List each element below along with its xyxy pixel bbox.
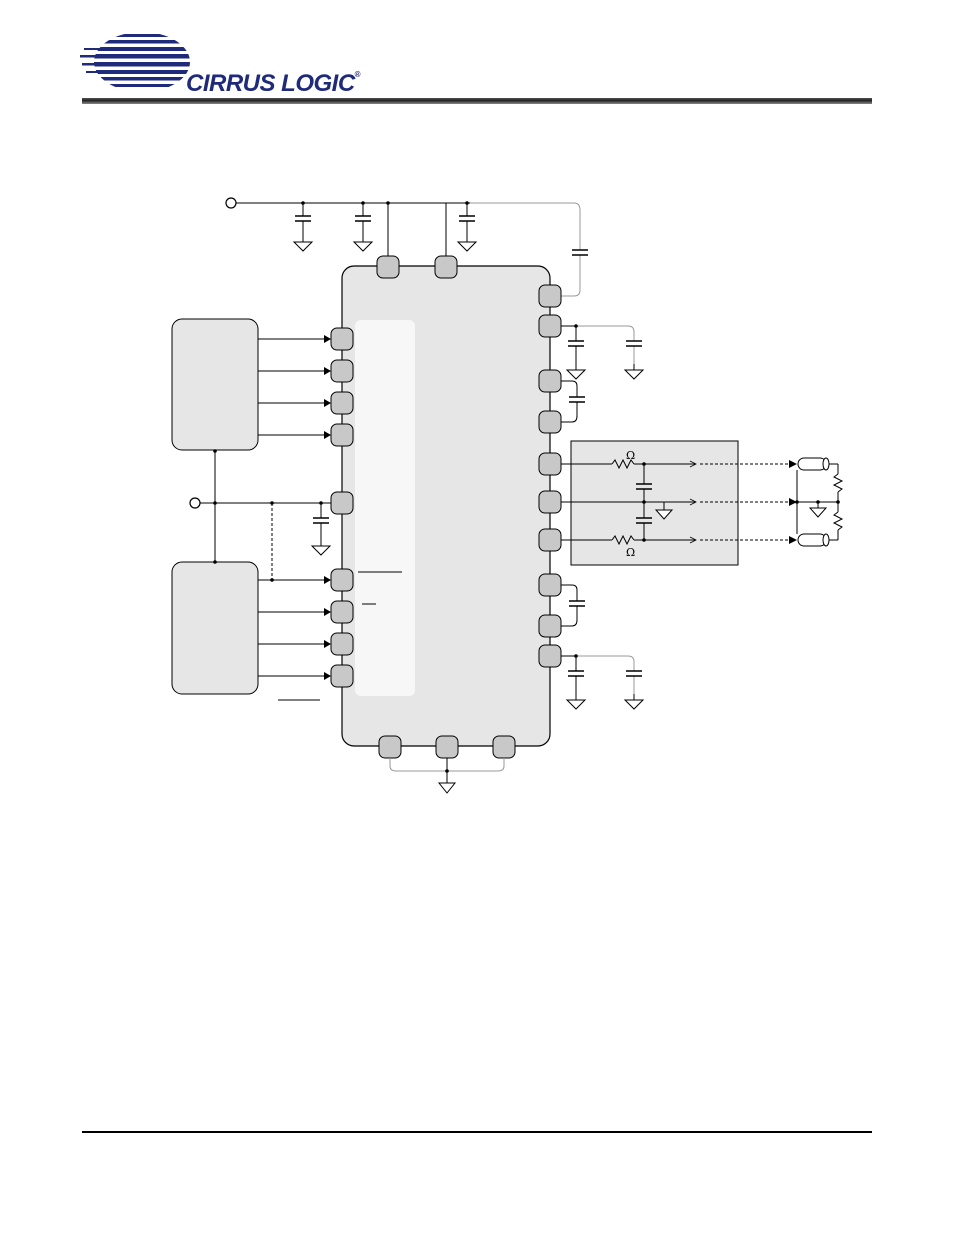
decoupling-capacitor [459,216,475,221]
junction-dot [213,501,217,505]
ground-icon [625,694,643,709]
logo-text: CIRRUS LOGIC [186,70,355,97]
junction-dot [301,201,305,205]
junction-dot [816,500,820,504]
chip-pin [331,424,353,446]
chip-pin [539,574,561,596]
arrowheads [324,335,331,439]
chip-pin [436,736,458,758]
registered-mark: ® [354,70,361,79]
ground-icon [439,783,455,793]
junction-dot [319,501,323,505]
chip-pin [331,601,353,623]
chip-pin [331,665,353,687]
junction-dot [213,449,217,453]
chip-pin [539,285,561,307]
chip-pin [331,328,353,350]
junction-dot [836,500,840,504]
chip-pin [379,736,401,758]
decoupling-capacitor [355,216,371,221]
junction-dot [795,500,799,504]
ground-icon [567,364,585,379]
filt-capacitor [572,250,588,255]
serial-audio-wires [258,339,324,435]
reference-capacitor [568,671,584,676]
junction-dot [642,500,646,504]
decoupling-capacitor [313,518,329,523]
chip-pin [539,453,561,475]
chip-pin [331,569,353,591]
chip-pin [539,315,561,337]
junction-dot [386,201,390,205]
chip-pin [331,492,353,514]
chip-pin [539,491,561,513]
junction-dot [213,560,217,564]
chip-pin [493,736,515,758]
junction-dot [642,538,646,542]
junction-dot [642,462,646,466]
junction-dot [270,578,274,582]
junction-dot [574,324,578,328]
chip-pin [539,370,561,392]
ground-icon [294,236,312,251]
chip-pin [539,645,561,667]
reference-capacitor [568,341,584,346]
chip-pin [331,633,353,655]
supply-terminal [226,198,236,208]
reference-analog-wire [576,326,634,364]
chip-pin [331,392,353,414]
junction-dot [465,201,469,205]
ground-icon [625,364,643,379]
chip-pin [331,360,353,382]
ground-icon [354,236,372,251]
chip-pin [377,256,399,278]
control-port-controller-block [172,562,258,694]
ground-icon [567,694,585,709]
reference-capacitor [626,671,642,676]
resistor-unit-label: Ω [626,449,636,462]
ground-icon [312,540,330,555]
ground-icon [810,508,826,517]
digital-interface-region [355,320,415,696]
chip-pin [539,615,561,637]
junction-dot [445,769,449,773]
chip-pin [539,411,561,433]
output-filter-box [571,441,738,565]
reference-analog-wire [576,656,634,694]
chip-pin [539,529,561,551]
audio-serial-controller-block [172,319,258,450]
logic-supply-terminal [190,498,200,508]
supply-rail [236,203,470,258]
junction-dot [361,201,365,205]
resistor-unit-label: Ω [626,546,636,559]
footer-rule [82,1131,872,1133]
arrowheads [324,576,331,680]
decoupling-capacitor [295,216,311,221]
logic-supply-wires [200,450,331,562]
reference-capacitor [626,341,642,346]
junction-dot [574,654,578,658]
chip-pin [435,256,457,278]
ground-icon [458,236,476,251]
